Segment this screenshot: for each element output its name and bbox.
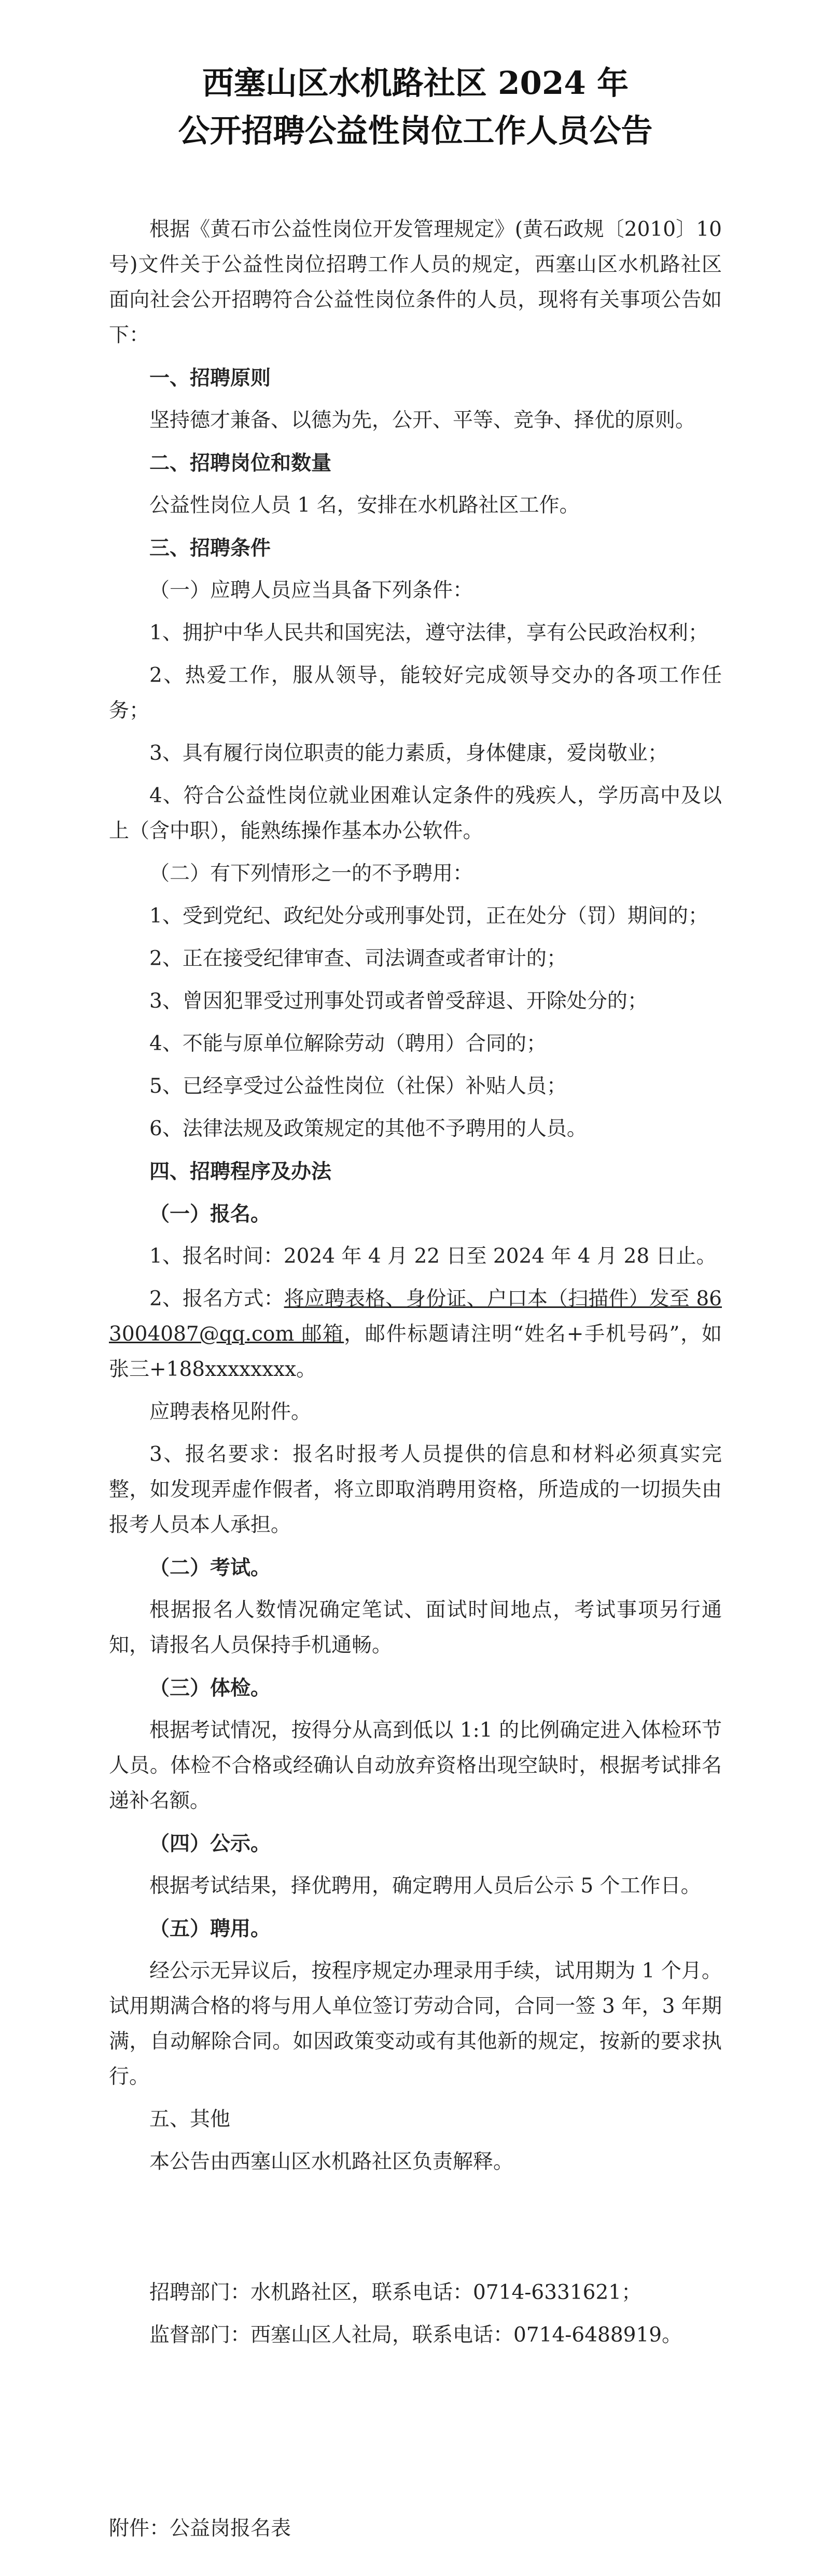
exam-text: 根据报名人数情况确定笔试、面试时间地点，考试事项另行通知，请报名人员保持手机通畅。 [109,1598,722,1657]
section-5-heading: 五、其他 [149,2108,231,2131]
registration-method-label: 2、报名方式： [149,1287,284,1311]
publicity-text: 根据考试结果，择优聘用，确定聘用人员后公示 5 个工作日。 [149,1874,701,1898]
hire-text: 经公示无异议后，按程序规定办理录用手续，试用期为 1 个月。试用期满合格的将与用人单位签订劳动合同，合同一签 3 年，3 年期满，自动解除合同。如因政策变动或有其他新的规定，按新的要求执行。 [109,1959,722,2088]
section-4-sub-5: （五）聘用。 [149,1917,271,1941]
requirement-item: 1、拥护中华人民共和国宪法，遵守法律，享有公民政治权利； [149,621,708,645]
requirement-item: 4、符合公益性岗位就业困难认定条件的残疾人，学历高中及以上（含中职），能熟练操作基本办公软件。 [109,784,722,843]
exclusion-item: 2、正在接受纪律审查、司法调查或者审计的； [149,947,567,970]
section-4-heading: 四、招聘程序及办法 [149,1160,332,1183]
section-5-text: 本公告由西塞山区水机路社区负责解释。 [149,2150,514,2174]
registration-time: 1、报名时间：2024 年 4 月 22 日至 2024 年 4 月 28 日止。 [149,1245,717,1268]
section-4-sub-1: （一）报名。 [149,1202,271,1226]
registration-requirement: 3、报名要求：报名时报考人员提供的信息和材料必须真实完整，如发现弄虚作假者，将立即取消聘用资格，所造成的一切损失由报考人员本人承担。 [109,1443,722,1537]
exclusion-item: 3、曾因犯罪受过刑事处罚或者曾受辞退、开除处分的； [149,990,648,1013]
section-2-heading: 二、招聘岗位和数量 [149,451,332,475]
physical-exam-text: 根据考试情况，按得分从高到低以 1:1 的比例确定进入体检环节人员。体检不合格或经确认自动放弃资格出现空缺时，根据考试排名递补名额。 [109,1719,722,1813]
requirement-item: 3、具有履行岗位职责的能力素质，身体健康，爱岗敬业； [149,742,668,765]
document-title [109,60,722,155]
form-note: 应聘表格见附件。 [149,1400,312,1424]
section-3-sub-1: （一）应聘人员应当具备下列条件： [149,579,473,602]
registration-email-instruction: 将应聘表格、身份证、户口本（扫描件）发至 863004087@qq.com 邮箱 [109,1287,722,1346]
registration-method-note: ，邮件标题请注明“姓名+手机号码”，如张三+188xxxxxxxx。 [109,1322,722,1381]
section-3-heading: 三、招聘条件 [149,536,271,560]
section-2-text: 公益性岗位人员 1 名，安排在水机路社区工作。 [149,494,580,517]
title-line-1: 西塞山区水机路社区 2024 年 [202,65,629,102]
exclusion-item: 1、受到党纪、政纪处分或刑事处罚，正在处分（罚）期间的； [149,904,708,928]
exclusion-item: 5、已经享受过公益性岗位（社保）补贴人员； [149,1075,567,1098]
registration-method [109,1282,722,1387]
section-4-sub-4: （四）公示。 [149,1832,271,1856]
title-line-2: 公开招聘公益性岗位工作人员公告 [178,113,653,149]
section-4-sub-3: （三）体检。 [149,1676,271,1700]
section-1-heading: 一、招聘原则 [149,366,271,390]
intro-paragraph: 根据《黄石市公益性岗位开发管理规定》(黄石政规〔2010〕10 号)文件关于公益性岗位招聘工作人员的规定，西塞山区水机路社区面向社会公开招聘符合公益性岗位条件的人员，现将有关事项公告如下： [109,218,722,347]
supervise-contact: 监督部门：西塞山区人社局，联系电话：0714-6488919。 [149,2323,682,2347]
section-1-text: 坚持德才兼备、以德为先，公开、平等、竞争、择优的原则。 [149,409,696,432]
section-4-sub-2: （二）考试。 [149,1556,271,1580]
section-3-sub-2: （二）有下列情形之一的不予聘用： [149,862,473,885]
recruit-contact: 招聘部门：水机路社区，联系电话：0714-6331621； [149,2281,642,2304]
exclusion-item: 6、法律法规及政策规定的其他不予聘用的人员。 [149,1117,587,1140]
requirement-item: 2、热爱工作，服从领导，能较好完成领导交办的各项工作任务； [109,664,722,722]
attachment-note: 附件：公益岗报名表 [109,2517,291,2540]
exclusion-item: 4、不能与原单位解除劳动（聘用）合同的； [149,1032,547,1055]
spacer [109,2187,722,2275]
